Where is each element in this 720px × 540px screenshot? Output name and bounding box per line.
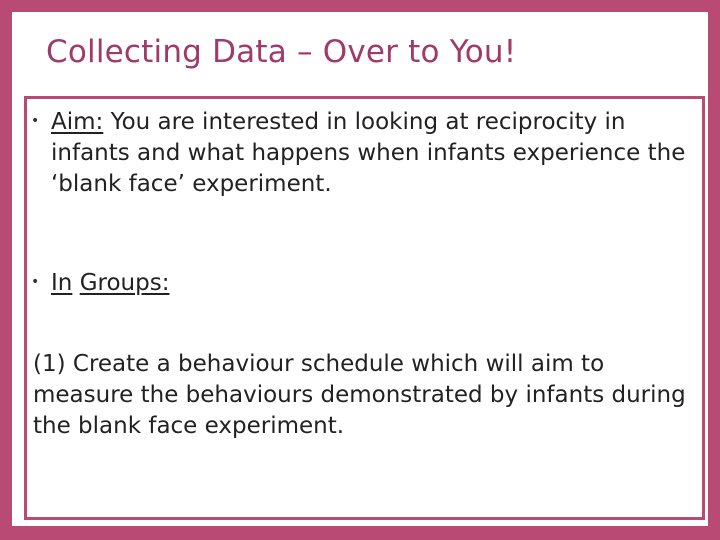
aim-text: You are interested in looking at reciprocity in infants and what happens when infants experience the ‘blank face’ experiment. (51, 109, 686, 197)
bullet-icon: • (31, 113, 40, 129)
groups-label-first: In (51, 270, 73, 296)
frame-top-border (0, 0, 720, 12)
groups-text-block (51, 268, 711, 299)
task-paragraph: (1) Create a behaviour schedule which will aim to measure the behaviours demonstrated by infants during the blank face experiment. (33, 351, 686, 439)
content-box (24, 96, 705, 520)
frame-bottom-border (0, 526, 720, 540)
groups-label-second: Groups: (79, 270, 170, 296)
frame-left-border (0, 0, 12, 540)
aim-text-block (51, 107, 711, 200)
slide-title: Collecting Data – Over to You! (46, 34, 517, 70)
aim-label: Aim: (51, 109, 104, 135)
bullet-icon: • (31, 274, 40, 290)
